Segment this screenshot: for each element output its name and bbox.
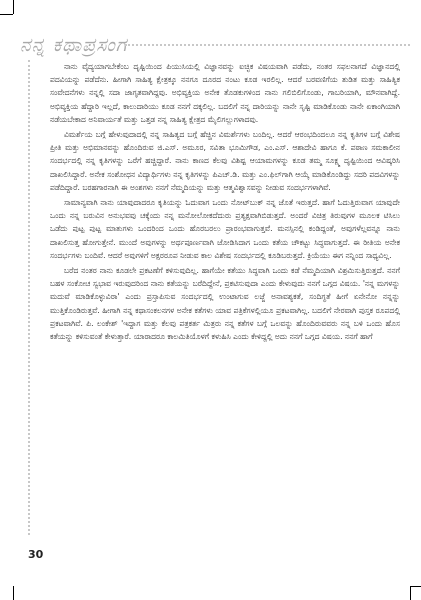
crop-mark-top-left-vertical (13, 0, 14, 14)
crop-mark-bottom-left (13, 586, 14, 600)
crop-mark-top-left-horizontal (0, 14, 13, 15)
crop-mark-bottom-right-horizontal (410, 586, 421, 587)
paragraph: ಸಾಮಾನ್ಯವಾಗಿ ನಾನು ಯಾವುದಾದರೂ ಕೃತಿಯನ್ನು ಓದುವಾಗ ಒಂದು ನೋಟ್‌ಬುಕ್ ನನ್ನ ಜೊತೆ ಇರುತ್ತದೆ. ಹಾಗೆ ಓದುತ್ತಿರುವಾಗ ಯಾವುದೇ ಒಂದು ನನ್ನ ಬರುವಿನ ಅನುಭವವು ಚಕ್ಕೆಂದು ನನ್ನ ಮನೋಲೋಕದೆದುರು ಪ್ರತ್ಯಕ್ಷವಾಗಿಬಿಡುತ್ತದೆ. ಅಂದರೆ ವಿಚಿತ್ರ ತಿರುವುಗಳ ಮೂಲಕ ಟಿಸಿಲು ಒಡೆದು ಪುಟ್ಟ ಪುಟ್ಟ ಮಾತುಗಳು ಒಂದರಿಂದ ಒಂದು ಹೊರಬರಲು ಪ್ರಾರಂಭವಾಗುತ್ತವೆ. ಮನಸ್ಸಿನಲ್ಲಿ ಕಂಡಿದ್ದಂತೆ, ಅವುಗಳೆಲ್ಲವನ್ನೂ ನಾನು ದಾಖಲಿಸುತ್ತ ಹೋಗುತ್ತೇನೆ. ಮುಂದೆ ಅವುಗಳನ್ನು ಅರ್ಥಪೂರ್ಣವಾಗಿ ಜೋಡಿಸಿದಾಗ ಒಂದು ಕತೆಯ ಚೌಕಟ್ಟು ಸಿದ್ಧವಾಗುತ್ತದೆ. ಈ ರೀತಿಯ ಅನೇಕ ಸಂದರ್ಭಗಳು ಬಂದಿವೆ. ಆದರೆ ಅವುಗಳಿಗೆ ಅಕ್ಷರರೂಪ ನೀಡುವ ಕಾಲ ವಿಶೇಷ ಸಂದರ್ಭದಲ್ಲಿ ಕೂಡಿಬರುತ್ತದೆ. ಕ್ರಿಯೆಯು ಈಗ ನನ್ನಿಂದ ಸಾಧ್ಯವಿಲ್ಲ. (50, 198, 400, 260)
page-title: ನನ್ನ ಕಥಾಪ್ರಸಂಗ (20, 34, 128, 56)
page-number: 30 (28, 548, 44, 561)
side-dotted-divider (28, 60, 30, 535)
crop-mark-bottom-right-vertical (410, 586, 411, 600)
paragraph: ವಿಮರ್ಶೆಯ ಬಗ್ಗೆ ಹೇಳುವುದಾದಲ್ಲಿ ನನ್ನ ಸಾಹಿತ್ಯದ ಬಗ್ಗೆ ಹೆಚ್ಚಿನ ವಿಮರ್ಶೆಗಳು ಬಂದಿಲ್ಲ. ಆದರೆ ಆರಂಭದಿಂದಲೂ ನನ್ನ ಕೃತಿಗಳ ಬಗ್ಗೆ ವಿಶೇಷ ಪ್ರೀತಿ ಮತ್ತು ಅಭಿಮಾನವನ್ನು ಹೊಂದಿರುವ ಜಿ.ಎಸ್. ಅಮೂರ, ಸವಿತಾ ಭೂಮಿಗೌಡ, ಎಂ.ಎಸ್. ಆಶಾದೇವಿ ಹಾಗೂ ಕೆ. ಪಠಾಣ ಸಮಕಾಲೀನ ಸಂದರ್ಭದಲ್ಲಿ ನನ್ನ ಕೃತಿಗಳನ್ನು ಒರೆಗೆ ಹಚ್ಚಿದ್ದಾರೆ. ನಾನು ಕಾಣದ ಕೆಲವು ವಿಶಿಷ್ಟ ಆಯಾಮಗಳನ್ನು ಕೂಡ ತಮ್ಮ ಸೂಕ್ಷ್ಮ ದೃಷ್ಟಿಯಿಂದ ಆವಿಷ್ಕರಿಸಿ ದಾಖಲಿಸಿದ್ದಾರೆ. ಅನೇಕ ಸಂಶೋಧನ ವಿದ್ಯಾರ್ಥಿಗಳು ನನ್ನ ಕೃತಿಗಳನ್ನು ಪಿಎಚ್.ಡಿ. ಮತ್ತು ಎಂ.ಫಿಲ್‌ಗಾಗಿ ಆಯ್ಕೆ ಮಾಡಿಕೊಂಡಿದ್ದು ಸದರಿ ಪದವಿಗಳನ್ನು ಪಡೆದಿದ್ದಾರೆ. ಬರಹಗಾರನಾಗಿ ಈ ಅಂಶಗಳು ನನಗೆ ನೆಮ್ಮದಿಯನ್ನು ಮತ್ತು ಆತ್ಮವಿಶ್ವಾಸವನ್ನು ನೀಡುವ ಸಂದರ್ಭಗಳಾಗಿವೆ. (50, 130, 400, 192)
header-dotted-divider (125, 44, 410, 46)
paragraph: ಬರೆದ ನಂತರ ನಾನು ಕೂಡಲೇ ಪ್ರಕಟಣೆಗೆ ಕಳಿಸುವುದಿಲ್ಲ. ಹಾಗೆಯೇ ಕತೆಯು ಸಿದ್ಧವಾಗಿ ಒಂದು ಕಡೆ ನೆಮ್ಮದಿಯಾಗಿ ವಿಶ್ರಮಿಸುತ್ತಿರುತ್ತದೆ. ನನಗೆ ಬಹಳ ಸಂಕೋಚ ಸ್ವಭಾವ ಇರುವುದರಿಂದ ನಾನು ಕತೆಯನ್ನು ಬರೆದಿದ್ದೇನೆ, ಪ್ರಕಟಿಸುವುದಾ ಎಂದು ಕೇಳುವುದು ನನಗೆ ಒಗ್ಗದ ವಿಷಯ. 'ನನ್ನ ಮಗಳನ್ನು ಮದುವೆ ಮಾಡಿಕೊಳ್ಳುವಿರಾ' ಎಂದು ಪ್ರಸ್ತಾಪಿಸುವ ಸಂದರ್ಭದಲ್ಲಿ ಉಂಟಾಗುವ ಲಜ್ಜೆ ಅನಾವಶ್ಯಕತೆ, ಸಂದಿಗ್ಧತೆ ಹೀಗೆ ಏನೇನೋ ನನ್ನನ್ನು ಮುತ್ತಿಕೊಂಡಿರುತ್ತವೆ. ಹೀಗಾಗಿ ನನ್ನ ಕಥಾಸಂಕಲನಗಳ ಅನೇಕ ಕತೆಗಳು ಯಾವ ಪತ್ರಿಕೆಗಳಲ್ಲಿಯೂ ಪ್ರಕಟವಾಗಿಲ್ಲ. ಬದಲಿಗೆ ನೇರವಾಗಿ ಪುಸ್ತಕ ರೂಪದಲ್ಲಿ ಪ್ರಕಟವಾಗಿವೆ. ಪಿ. ಲಂಕೇಶ್ 'ಇದ್ದಾಗ ಮತ್ತು ಕೆಲವು ಪತ್ರಕರ್ತ ಮಿತ್ರರು ನನ್ನ ಕತೆಗಳ ಬಗ್ಗೆ ಒಲವನ್ನು ಹೊಂದಿರುವವರು ನನ್ನ ಬಳಿ ಒಂದು ಹೊಸ ಕತೆಯನ್ನು ಕಳಿಸುವಂತೆ ಕೇಳುತ್ತಾರೆ. ಯಾರಾದರೂ ಕಾಲಮಿತಿಯೊಳಗೆ ಕಳುಹಿಸಿ ಎಂದು ಕೇಳಿದ್ದಲ್ಲಿ ಅದು ನನಗೆ ಒಗ್ಗದ ವಿಷಯ. ನನಗೆ ಹಾಗೆ (50, 266, 400, 342)
paragraph: ನಾನು ವೈದ್ಯಯಾಗಬೇಕೆಂಬ ದೃಷ್ಟಿಯಿಂದ ಪಿಯುಸಿಯಲ್ಲಿ ವಿಜ್ಞಾನವನ್ನು ಐಚ್ಛಿಕ ವಿಷಯವಾಗಿ ಪಡೆದು, ನಂತರ ಸಫಲನಾಗದೆ ವಿಜ್ಞಾನದಲ್ಲಿ ಪದವಿಯನ್ನು ಪಡೆದೆನು. ಹೀಗಾಗಿ ಸಾಹಿತ್ಯ ಕ್ಷೇತ್ರಕ್ಕೂ ನನಗೂ ದೂರದ ನಂಟು ಕೂಡ ಇರಲಿಲ್ಲ. ಆದರೆ ಬರವಣಿಗೆಯ ತುಡಿತ ಮತ್ತು ಸಾಹಿತ್ಯಿಕ ಸಂವೇದನೆಗಳು ನನ್ನಲ್ಲಿ ಸದಾ ಜಾಗೃತವಾಗಿದ್ದವು. ಅಭಿವ್ಯಕ್ತಿಯ ಅನೇಕ ತೊಡಕುಗಳಿಂದ ನಾನು ಗಲಿಬಿಲಿಗೊಂಡು, ಗಾಬರಿಯಾಗಿ, ಮೌನವಾಗಿದ್ದೆ. ಅಭಿವ್ಯಕ್ತಿಯ ಹೆದ್ದಾರಿ ಇಲ್ಲದೆ, ಕಾಲುದಾರಿಯು ಕೂಡ ನನಗೆ ದಕ್ಕಲಿಲ್ಲ. ಬದಲಿಗೆ ನನ್ನ ದಾರಿಯನ್ನು ನಾನೇ ಸೃಷ್ಟಿ ಮಾಡಿಕೊಂಡು ನಾನೇ ಏಕಾಂಗಿಯಾಗಿ ನಡೆಯಬೇಕಾದ ಅನಿವಾರ್ಯತೆ ಮತ್ತು ಒತ್ತಡ ನನ್ನ ಸಾಹಿತ್ಯ ಕ್ಷೇತ್ರದ ಮೈಲಿಗಲ್ಲುಗಳಾದವು. (50, 62, 400, 124)
article-body (50, 60, 400, 345)
